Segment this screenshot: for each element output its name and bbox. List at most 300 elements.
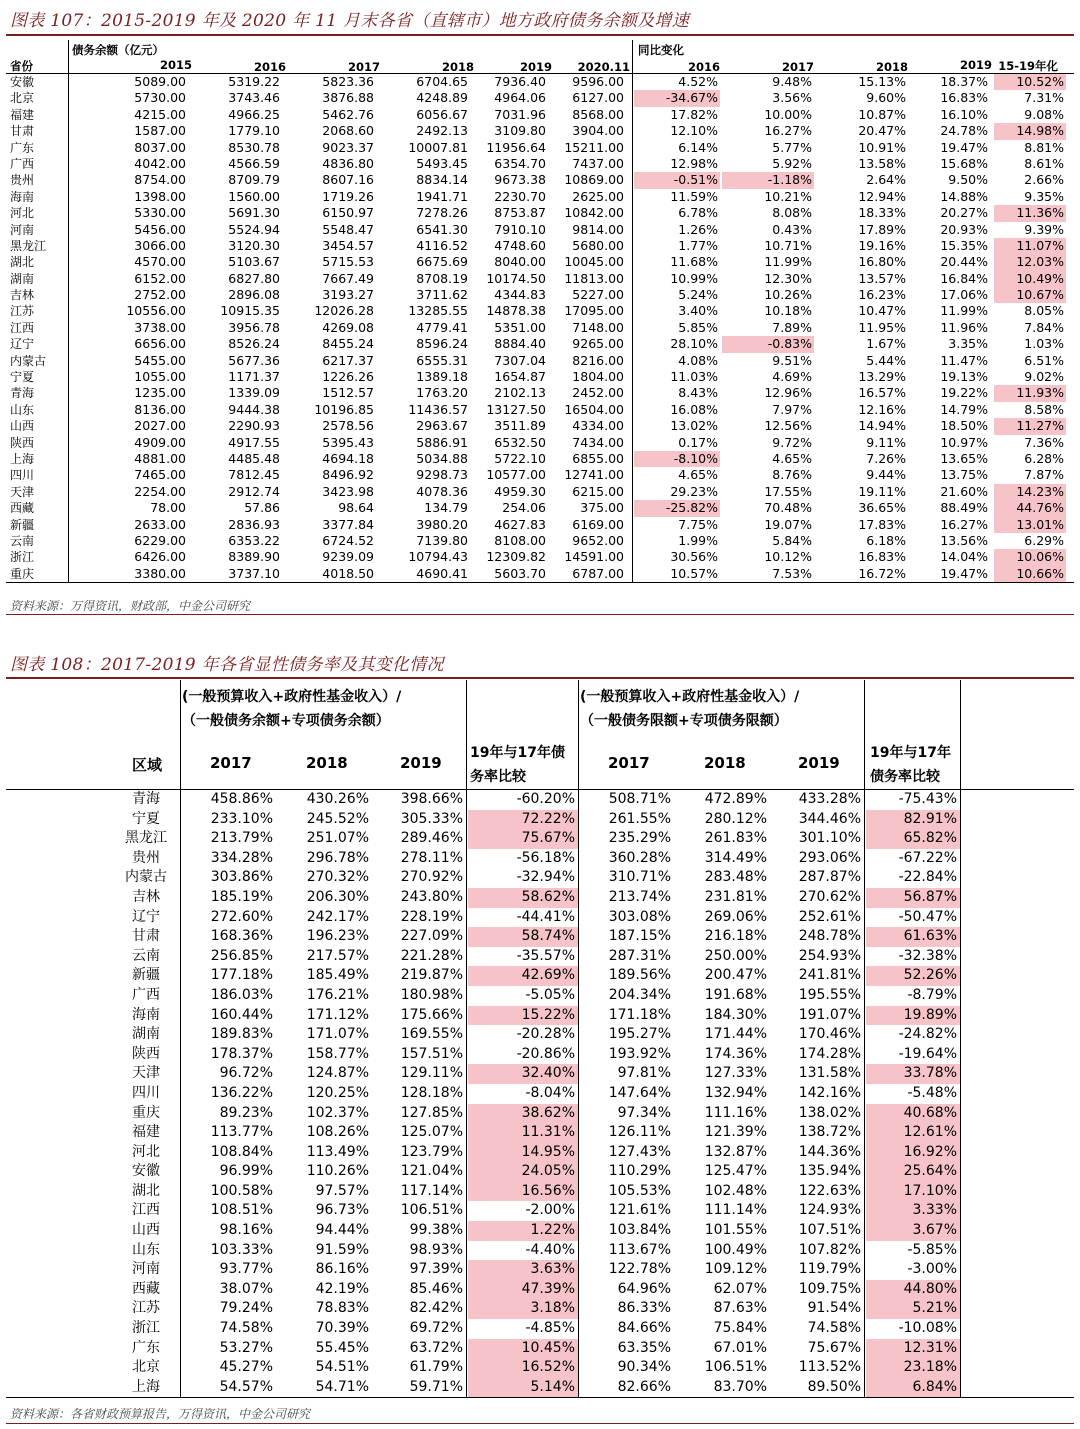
debt-group-label: 债务余额（亿元） bbox=[72, 43, 164, 57]
region-name: 江苏 bbox=[132, 1300, 160, 1317]
ratio-value: 63.72% bbox=[409, 1339, 463, 1356]
ratio-value: 171.44% bbox=[704, 1026, 767, 1043]
debt-value: 5351.00 bbox=[494, 319, 546, 335]
ratio-value: 128.18% bbox=[400, 1084, 463, 1101]
year-header-2016: 2016 bbox=[253, 60, 286, 74]
ratio-value: 280.12% bbox=[704, 810, 767, 827]
growth-value: 17.89% bbox=[858, 221, 906, 237]
debt-value: 4042.00 bbox=[134, 155, 186, 171]
ratio-change-value: -2.00% bbox=[525, 1202, 575, 1219]
debt-value: 5227.00 bbox=[572, 287, 624, 303]
debt-value: 12026.28 bbox=[314, 303, 374, 319]
growth-value: 10.00% bbox=[764, 106, 812, 122]
figure-108-bottom-rule bbox=[6, 1423, 1074, 1424]
ratio-value: 189.83% bbox=[210, 1026, 273, 1043]
group2-year-2017: 2017 bbox=[608, 754, 650, 772]
ratio-value: 314.49% bbox=[704, 849, 767, 866]
ratio-value: 305.33% bbox=[400, 810, 463, 827]
ratio-value: 82.42% bbox=[409, 1300, 463, 1317]
cagr-value: 12.03% bbox=[994, 254, 1066, 270]
province-name: 四川 bbox=[10, 468, 35, 483]
ratio-value: 144.36% bbox=[798, 1143, 861, 1160]
region-name: 内蒙古 bbox=[125, 869, 167, 886]
ratio-value: 303.86% bbox=[210, 869, 273, 886]
table-row bbox=[6, 1104, 1074, 1124]
growth-value: 20.47% bbox=[858, 123, 906, 139]
debt-value: 5462.76 bbox=[322, 106, 374, 122]
province-name: 黑龙江 bbox=[10, 238, 47, 253]
table-row bbox=[6, 402, 1074, 418]
debt-value: 10196.85 bbox=[314, 401, 374, 417]
table-row bbox=[6, 1280, 1074, 1300]
ratio-change-value: 3.18% bbox=[468, 1299, 578, 1319]
growth-value: 10.47% bbox=[858, 303, 906, 319]
growth-value: 4.08% bbox=[678, 352, 718, 368]
ratio-value: 256.85% bbox=[210, 947, 273, 964]
debt-value: 1226.26 bbox=[322, 369, 374, 385]
debt-value: 6229.00 bbox=[134, 532, 186, 548]
cagr-header: 15-19年化 bbox=[998, 59, 1058, 73]
region-name: 青海 bbox=[132, 791, 160, 807]
growth-value: 13.58% bbox=[858, 155, 906, 171]
table-row bbox=[6, 418, 1074, 434]
ratio-change-value: 40.68% bbox=[866, 1104, 960, 1124]
growth-value: 9.11% bbox=[866, 434, 906, 450]
ratio-value: 91.59% bbox=[315, 1241, 369, 1258]
debt-value: 254.06 bbox=[502, 500, 546, 516]
ratio-value: 113.67% bbox=[608, 1241, 671, 1258]
table-row bbox=[6, 156, 1074, 172]
province-name: 西藏 bbox=[10, 501, 35, 516]
debt-value: 2912.74 bbox=[228, 483, 280, 499]
debt-value: 3738.00 bbox=[134, 319, 186, 335]
debt-value: 5103.67 bbox=[228, 254, 280, 270]
ratio-change-value: 15.22% bbox=[468, 1006, 578, 1026]
debt-value: 11813.00 bbox=[564, 270, 624, 286]
table-row bbox=[6, 74, 1074, 90]
table-row bbox=[6, 222, 1074, 238]
growth-value: 6.14% bbox=[678, 139, 718, 155]
ratio-value: 96.72% bbox=[219, 1065, 273, 1082]
debt-value: 2230.70 bbox=[494, 188, 546, 204]
ratio-value: 91.54% bbox=[807, 1300, 861, 1317]
debt-value: 2963.67 bbox=[416, 418, 468, 434]
debt-value: 6532.50 bbox=[494, 434, 546, 450]
debt-value: 78.00 bbox=[150, 500, 186, 516]
debt-value: 7910.10 bbox=[494, 221, 546, 237]
ratio-change-value: 17.10% bbox=[866, 1182, 960, 1202]
ratio-change-value: -32.94% bbox=[516, 869, 575, 886]
debt-value: 10794.43 bbox=[408, 549, 468, 565]
ratio-value: 59.71% bbox=[409, 1378, 463, 1395]
debt-value: 2896.08 bbox=[228, 287, 280, 303]
cagr-value: 14.98% bbox=[994, 123, 1066, 139]
growth-value: 16.83% bbox=[858, 549, 906, 565]
growth-value: 14.88% bbox=[940, 188, 988, 204]
ratio-value: 98.93% bbox=[409, 1241, 463, 1258]
ratio-change-value: -67.22% bbox=[898, 849, 957, 866]
region-name: 浙江 bbox=[132, 1320, 160, 1337]
year-header-2019: 2019 bbox=[519, 60, 552, 74]
debt-value: 5691.30 bbox=[228, 205, 280, 221]
growth-value: 12.30% bbox=[764, 270, 812, 286]
debt-value: 6704.65 bbox=[416, 74, 468, 89]
debt-value: 3380.00 bbox=[134, 565, 186, 581]
debt-value: 8526.24 bbox=[228, 336, 280, 352]
growth-value: 0.17% bbox=[678, 434, 718, 450]
table-row bbox=[6, 1025, 1074, 1045]
region-name: 西藏 bbox=[132, 1280, 160, 1297]
ratio-change-value: -10.08% bbox=[898, 1320, 957, 1337]
table-row bbox=[6, 1221, 1074, 1241]
ratio-value: 90.34% bbox=[617, 1359, 671, 1376]
ratio-value: 89.50% bbox=[807, 1378, 861, 1395]
year-header-2018: 2018 bbox=[441, 60, 474, 74]
ratio-value: 113.49% bbox=[306, 1143, 369, 1160]
table-row bbox=[6, 1299, 1074, 1319]
debt-value: 6827.80 bbox=[228, 270, 280, 286]
ratio-value: 103.84% bbox=[608, 1222, 671, 1239]
debt-value: 2068.60 bbox=[322, 123, 374, 139]
ratio-value: 458.86% bbox=[210, 791, 273, 807]
ratio-change-value: -35.57% bbox=[516, 947, 575, 964]
ratio-value: 433.28% bbox=[798, 791, 861, 807]
growth-value: 13.02% bbox=[670, 418, 718, 434]
ratio-value: 107.51% bbox=[798, 1222, 861, 1239]
ratio-change-value: 38.62% bbox=[468, 1104, 578, 1124]
debt-value: 4078.36 bbox=[416, 483, 468, 499]
change-header-2019: 2019 bbox=[959, 58, 992, 72]
ratio-change-value: -44.41% bbox=[516, 908, 575, 925]
ratio-value: 96.99% bbox=[219, 1163, 273, 1180]
ratio-value: 160.44% bbox=[210, 1006, 273, 1023]
debt-value: 4570.00 bbox=[134, 254, 186, 270]
ratio-value: 127.33% bbox=[704, 1065, 767, 1082]
ratio-change-value: -32.38% bbox=[898, 947, 957, 964]
growth-value: 4.69% bbox=[772, 369, 812, 385]
ratio-value: 303.08% bbox=[608, 908, 671, 925]
debt-value: 6555.31 bbox=[416, 352, 468, 368]
compare1-line1: 19年与17年债 bbox=[470, 745, 565, 761]
debt-value: 5886.91 bbox=[416, 434, 468, 450]
debt-value: 6354.70 bbox=[494, 155, 546, 171]
ratio-value: 87.63% bbox=[713, 1300, 767, 1317]
ratio-value: 129.11% bbox=[400, 1065, 463, 1082]
debt-value: 7139.80 bbox=[416, 532, 468, 548]
ratio-value: 111.16% bbox=[704, 1104, 767, 1121]
ratio-change-value: -3.00% bbox=[907, 1261, 957, 1278]
ratio-value: 54.51% bbox=[315, 1359, 369, 1376]
province-name: 海南 bbox=[10, 189, 35, 204]
debt-value: 3454.57 bbox=[322, 237, 374, 253]
ratio-value: 54.57% bbox=[219, 1378, 273, 1395]
debt-value: 3711.62 bbox=[416, 287, 468, 303]
region-name: 上海 bbox=[132, 1378, 160, 1395]
ratio-value: 89.23% bbox=[219, 1104, 273, 1121]
region-name: 湖南 bbox=[132, 1026, 160, 1043]
table-row bbox=[6, 790, 1074, 810]
ratio-value: 132.94% bbox=[704, 1084, 767, 1101]
growth-value: 11.99% bbox=[764, 254, 812, 270]
ratio-value: 54.71% bbox=[315, 1378, 369, 1395]
debt-value: 98.64 bbox=[338, 500, 374, 516]
ratio-value: 125.07% bbox=[400, 1124, 463, 1141]
debt-value: 8389.90 bbox=[228, 549, 280, 565]
debt-value: 6675.69 bbox=[416, 254, 468, 270]
growth-value: 12.16% bbox=[858, 401, 906, 417]
growth-value: 16.84% bbox=[940, 270, 988, 286]
figure-108-top-rule bbox=[6, 677, 1074, 679]
debt-value: 15211.00 bbox=[564, 139, 624, 155]
cagr-value: 11.27% bbox=[994, 418, 1066, 434]
region-name: 安徽 bbox=[132, 1163, 160, 1180]
table-row bbox=[6, 1339, 1074, 1359]
cagr-value: 11.93% bbox=[994, 385, 1066, 401]
region-name: 北京 bbox=[132, 1359, 160, 1376]
growth-value: 7.53% bbox=[772, 565, 812, 581]
ratio-value: 360.28% bbox=[608, 849, 671, 866]
debt-value: 6426.00 bbox=[134, 549, 186, 565]
growth-value: 4.52% bbox=[678, 74, 718, 89]
ratio-value: 204.34% bbox=[608, 986, 671, 1003]
ratio-value: 171.18% bbox=[608, 1006, 671, 1023]
region-name: 海南 bbox=[132, 1006, 160, 1023]
ratio-value: 228.19% bbox=[400, 908, 463, 925]
ratio-value: 157.51% bbox=[400, 1045, 463, 1062]
figure-107-title: 图表 107：2015-2019 年及 2020 年 11 月末各省（直辖市）地方政府债务余额及增速 bbox=[10, 11, 690, 31]
ratio-value: 55.45% bbox=[315, 1339, 369, 1356]
ratio-change-value: 56.87% bbox=[866, 888, 960, 908]
growth-value: 4.65% bbox=[772, 450, 812, 466]
growth-value: 10.87% bbox=[858, 106, 906, 122]
growth-value: 15.13% bbox=[858, 74, 906, 89]
ratio-change-value: 11.31% bbox=[468, 1123, 578, 1143]
ratio-value: 193.92% bbox=[608, 1045, 671, 1062]
growth-value: 19.22% bbox=[940, 385, 988, 401]
debt-value: 134.79 bbox=[424, 500, 468, 516]
ratio-value: 69.72% bbox=[409, 1320, 463, 1337]
table-row bbox=[6, 1045, 1074, 1065]
debt-value: 10007.81 bbox=[408, 139, 468, 155]
ratio-value: 206.30% bbox=[306, 888, 369, 905]
ratio-change-value: 75.67% bbox=[468, 829, 578, 849]
debt-ratio-table-body bbox=[6, 790, 1074, 1398]
province-name: 广东 bbox=[10, 140, 35, 155]
ratio-value: 110.29% bbox=[608, 1163, 671, 1180]
ratio-value: 126.11% bbox=[608, 1124, 671, 1141]
debt-value: 3956.78 bbox=[228, 319, 280, 335]
debt-value: 6056.67 bbox=[416, 106, 468, 122]
growth-value: 16.10% bbox=[940, 106, 988, 122]
ratio-value: 269.06% bbox=[704, 908, 767, 925]
ratio-value: 221.28% bbox=[400, 947, 463, 964]
debt-value: 5730.00 bbox=[134, 90, 186, 106]
debt-value: 3511.89 bbox=[494, 418, 546, 434]
ratio-change-value: 16.52% bbox=[468, 1358, 578, 1378]
growth-value: 14.04% bbox=[940, 549, 988, 565]
ratio-change-value: -75.43% bbox=[898, 791, 957, 807]
ratio-value: 508.71% bbox=[608, 791, 671, 807]
table-row bbox=[6, 435, 1074, 451]
debt-value: 5455.00 bbox=[134, 352, 186, 368]
debt-value: 12309.82 bbox=[486, 549, 546, 565]
cagr-value: 7.36% bbox=[1024, 434, 1064, 450]
province-name: 青海 bbox=[10, 386, 35, 401]
ratio-value: 107.82% bbox=[798, 1241, 861, 1258]
growth-value: 12.56% bbox=[764, 418, 812, 434]
province-name: 北京 bbox=[10, 91, 35, 106]
table-row bbox=[6, 140, 1074, 156]
growth-value: 20.44% bbox=[940, 254, 988, 270]
ratio-value: 178.37% bbox=[210, 1045, 273, 1062]
ratio-change-value: 23.18% bbox=[866, 1358, 960, 1378]
ratio-value: 301.10% bbox=[798, 830, 861, 847]
ratio-value: 93.77% bbox=[219, 1261, 273, 1278]
ratio-value: 213.79% bbox=[210, 830, 273, 847]
province-name: 重庆 bbox=[10, 566, 35, 581]
growth-value: 15.35% bbox=[940, 237, 988, 253]
debt-value: 5722.10 bbox=[494, 450, 546, 466]
debt-value: 7812.45 bbox=[228, 467, 280, 483]
growth-value: 11.47% bbox=[940, 352, 988, 368]
table-row bbox=[6, 533, 1074, 549]
growth-value: 11.68% bbox=[670, 254, 718, 270]
group1-year-2019: 2019 bbox=[400, 754, 442, 772]
ratio-value: 283.48% bbox=[704, 869, 767, 886]
debt-value: 1763.20 bbox=[416, 385, 468, 401]
growth-value: 9.48% bbox=[772, 74, 812, 89]
debt-value: 4959.30 bbox=[494, 483, 546, 499]
ratio-change-value: 6.84% bbox=[866, 1378, 960, 1398]
ratio-change-value: 33.78% bbox=[866, 1064, 960, 1084]
table-row bbox=[6, 369, 1074, 385]
table-row bbox=[6, 829, 1074, 849]
ratio-value: 138.02% bbox=[798, 1104, 861, 1121]
ratio-value: 168.36% bbox=[210, 928, 273, 945]
debt-value: 5330.00 bbox=[134, 205, 186, 221]
ratio-value: 121.04% bbox=[400, 1163, 463, 1180]
ratio-value: 217.57% bbox=[306, 947, 369, 964]
province-name: 贵州 bbox=[10, 173, 35, 188]
ratio-value: 109.12% bbox=[704, 1261, 767, 1278]
growth-value: 17.82% bbox=[670, 106, 718, 122]
ratio-value: 113.52% bbox=[798, 1359, 861, 1376]
ratio-change-value: -4.40% bbox=[525, 1241, 575, 1258]
debt-value: 7465.00 bbox=[134, 467, 186, 483]
cagr-value: 8.58% bbox=[1024, 401, 1064, 417]
table-row bbox=[6, 353, 1074, 369]
debt-value: 8040.00 bbox=[494, 254, 546, 270]
ratio-change-value: -8.04% bbox=[525, 1084, 575, 1101]
debt-value: 4748.60 bbox=[494, 237, 546, 253]
growth-value: 10.12% bbox=[764, 549, 812, 565]
growth-value: 10.71% bbox=[764, 237, 812, 253]
ratio-value: 94.44% bbox=[315, 1222, 369, 1239]
province-name: 内蒙古 bbox=[10, 353, 47, 368]
ratio-value: 270.32% bbox=[306, 869, 369, 886]
ratio-value: 261.83% bbox=[704, 830, 767, 847]
ratio-change-value: -60.20% bbox=[516, 791, 575, 807]
cagr-value: 13.01% bbox=[994, 517, 1066, 533]
ratio-value: 85.46% bbox=[409, 1280, 463, 1297]
ratio-value: 138.72% bbox=[798, 1124, 861, 1141]
growth-value: 17.06% bbox=[940, 287, 988, 303]
debt-value: 10915.35 bbox=[220, 303, 280, 319]
cagr-value: 9.02% bbox=[1024, 369, 1064, 385]
debt-value: 5823.36 bbox=[322, 74, 374, 89]
ratio-value: 135.94% bbox=[798, 1163, 861, 1180]
debt-value: 1171.37 bbox=[228, 369, 280, 385]
ratio-change-value: -20.28% bbox=[516, 1026, 575, 1043]
growth-value: 18.33% bbox=[858, 205, 906, 221]
ratio-value: 136.22% bbox=[210, 1084, 273, 1101]
ratio-change-value: -22.84% bbox=[898, 869, 957, 886]
debt-value: 375.00 bbox=[580, 500, 624, 516]
region-name: 陕西 bbox=[132, 1045, 160, 1062]
table-row bbox=[6, 947, 1074, 967]
debt-value: 4248.89 bbox=[416, 90, 468, 106]
ratio-value: 177.18% bbox=[210, 967, 273, 984]
debt-value: 13127.50 bbox=[486, 401, 546, 417]
table-row bbox=[6, 205, 1074, 221]
ratio-value: 103.33% bbox=[210, 1241, 273, 1258]
table-row bbox=[6, 810, 1074, 830]
debt-value: 9444.38 bbox=[228, 401, 280, 417]
cagr-value: 1.03% bbox=[1024, 336, 1064, 352]
debt-value: 3980.20 bbox=[416, 516, 468, 532]
ratio-change-value: -24.82% bbox=[898, 1026, 957, 1043]
cagr-value: 14.23% bbox=[994, 484, 1066, 500]
growth-value: 36.65% bbox=[858, 500, 906, 516]
ratio-value: 195.55% bbox=[798, 986, 861, 1003]
debt-value: 5524.94 bbox=[228, 221, 280, 237]
growth-value: 19.07% bbox=[764, 516, 812, 532]
debt-value: 1398.00 bbox=[134, 188, 186, 204]
ratio-change-value: 47.39% bbox=[468, 1280, 578, 1300]
ratio-value: 142.16% bbox=[798, 1084, 861, 1101]
ratio-change-value: 10.45% bbox=[468, 1339, 578, 1359]
growth-value: 9.50% bbox=[948, 172, 988, 188]
province-name: 江西 bbox=[10, 320, 35, 335]
divider bbox=[180, 680, 181, 789]
region-name: 甘肃 bbox=[132, 928, 160, 945]
ratio-change-value: 65.82% bbox=[866, 829, 960, 849]
ratio-value: 100.58% bbox=[210, 1182, 273, 1199]
debt-value: 5395.43 bbox=[322, 434, 374, 450]
divider bbox=[578, 680, 579, 789]
debt-value: 8709.79 bbox=[228, 172, 280, 188]
cagr-value: 6.51% bbox=[1024, 352, 1064, 368]
debt-value: 2578.56 bbox=[322, 418, 374, 434]
region-name: 天津 bbox=[132, 1065, 160, 1082]
debt-value: 3904.00 bbox=[572, 123, 624, 139]
debt-value: 4779.41 bbox=[416, 319, 468, 335]
ratio-change-value: 5.21% bbox=[866, 1299, 960, 1319]
growth-value: -0.83% bbox=[722, 336, 814, 352]
table-row bbox=[6, 385, 1074, 401]
region-name: 新疆 bbox=[132, 967, 160, 984]
debt-value: 4018.50 bbox=[322, 565, 374, 581]
figure-108-source: 资料来源：各省财政预算报告，万得资讯，中金公司研究 bbox=[10, 1407, 311, 1421]
growth-value: 16.80% bbox=[858, 254, 906, 270]
ratio-value: 117.14% bbox=[400, 1182, 463, 1199]
province-name: 宁夏 bbox=[10, 370, 35, 385]
region-name: 云南 bbox=[132, 947, 160, 964]
ratio-value: 79.24% bbox=[219, 1300, 273, 1317]
debt-value: 8496.92 bbox=[322, 467, 374, 483]
ratio-value: 78.83% bbox=[315, 1300, 369, 1317]
debt-value: 4334.00 bbox=[572, 418, 624, 434]
